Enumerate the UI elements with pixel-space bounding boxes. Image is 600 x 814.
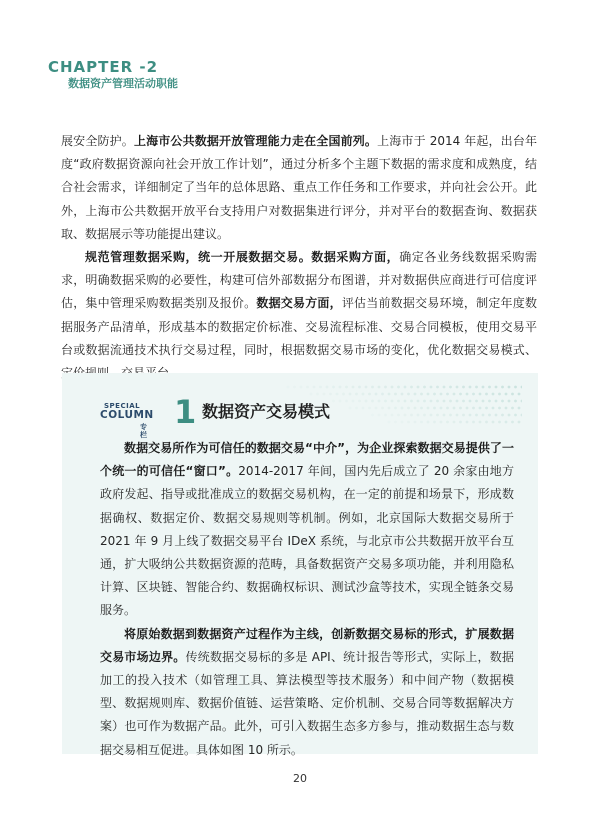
decor-dot: [508, 400, 511, 403]
decor-dot: [466, 421, 469, 424]
decor-dot: [310, 393, 313, 396]
chapter-subtitle: 数据资产管理活动职能: [68, 77, 178, 90]
decor-dot: [456, 414, 459, 417]
decor-dot: [446, 407, 449, 410]
decor-dot: [404, 386, 407, 389]
decor-dot: [401, 421, 404, 424]
col-p1-text: 2014-2017 年间，国内先后成立了 20 余家由地方政府发起、指导或批准成立的数据交易机构，在一定的前提和场景下，形成数据确权、数据定价、数据交易规则等机制。例如，北京国际大数据交易所于 2021 年 9 月上线了数据交易平台 IDeX 系统，与北京市公共数据开放平台互通，扩大吸纳公共数据资源的范畴，具备数据资产交易多项功能，并利用隐私计算、区块链、智能合约、数据确权标识、测试沙盒等技术，实现全链条交易服务。: [100, 464, 514, 618]
decor-dot: [384, 400, 387, 403]
decor-dot: [391, 400, 394, 403]
decor-dot: [332, 386, 335, 389]
decor-dot: [453, 407, 456, 410]
decor-dot: [433, 407, 436, 410]
decor-dot: [404, 414, 407, 417]
decor-dot: [423, 400, 426, 403]
decor-dot: [410, 400, 413, 403]
p1-text-b: 上海市于 2014 年起，出台年度“政府数据资源向社会开放工作计划”，通过分析多个主题下数据的需求度和成熟度，结合社会需求，详细制定了当年的总体思路、重点工作任务和工作要求，并向社会公开。此外，上海市公共数据开放平台支持用户对数据集进行评分，并对平台的数据查询、数据获取、数据展示等功能提出建议。: [61, 134, 537, 241]
decor-dot: [440, 393, 443, 396]
decor-dot: [440, 407, 443, 410]
decor-dot: [440, 421, 443, 424]
decor-dot: [482, 414, 485, 417]
decor-dot: [472, 393, 475, 396]
decor-dot: [388, 407, 391, 410]
decor-dot: [423, 414, 426, 417]
decor-dot: [319, 386, 322, 389]
decor-dot: [469, 400, 472, 403]
decor-dot: [521, 400, 522, 403]
decor-dot: [371, 400, 374, 403]
decor-dot: [518, 421, 521, 424]
p2-text-a: 确定各业务线数据采购需求，明确数据采购的必要性，构建可信外部数据分布图谱，并对数据供应商进行可信度评估，集中管理采购数据类别及报价。: [61, 250, 537, 311]
decor-dot: [443, 414, 446, 417]
decor-dot: [401, 393, 404, 396]
decor-dot: [397, 414, 400, 417]
special-column-box: [62, 373, 538, 757]
col-p2-text: 传统数据交易标的多是 API、统计报告等形式，实际上，数据加工的投入技术（如管理工具、算法模型等技术服务）和中间产物（数据模型、数据规则库、数据价值链、运营策略、定价机制、交易合同等数据解决方案）也可作为数据产品。此外，可引入数据生态多方参与，推动数据生态与数据交易相互促进。具体如图 10 所示。: [100, 649, 514, 757]
decor-dot: [482, 400, 485, 403]
decor-dot: [501, 386, 504, 389]
decor-dot: [472, 421, 475, 424]
decor-dot: [349, 407, 352, 410]
decor-dot: [401, 407, 404, 410]
decor-dot: [453, 393, 456, 396]
decor-dot: [514, 400, 517, 403]
decor-dot: [443, 400, 446, 403]
decor-dot: [397, 386, 400, 389]
decor-dot: [521, 386, 522, 389]
decor-dot: [495, 386, 498, 389]
decor-dot: [388, 393, 391, 396]
body-paragraph-1: [61, 130, 537, 246]
decor-dot: [449, 414, 452, 417]
decor-dot: [420, 421, 423, 424]
decor-dot: [479, 407, 482, 410]
p1-text-a: 展安全防护。: [61, 134, 134, 148]
decor-dot: [388, 421, 391, 424]
decor-dot: [436, 400, 439, 403]
decor-dot: [488, 414, 491, 417]
decor-dot: [384, 414, 387, 417]
decor-dot: [300, 386, 303, 389]
decor-dot: [306, 386, 309, 389]
decor-dot: [459, 407, 462, 410]
decor-dot: [378, 414, 381, 417]
decor-dot: [514, 386, 517, 389]
decor-dot: [345, 386, 348, 389]
decor-dot: [316, 393, 319, 396]
decor-dot: [456, 400, 459, 403]
decor-dot: [472, 407, 475, 410]
decor-dot: [365, 400, 368, 403]
decor-dot: [378, 400, 381, 403]
column-label: COLUMN: [100, 409, 154, 421]
decor-dot: [508, 414, 511, 417]
decor-dot: [394, 407, 397, 410]
decor-dot: [462, 414, 465, 417]
decor-dot: [352, 386, 355, 389]
decor-dot: [384, 386, 387, 389]
decor-dot: [501, 414, 504, 417]
p2-bold-c: 数据交易方面，: [256, 296, 342, 311]
decor-dot: [329, 393, 332, 396]
decor-dot: [505, 421, 508, 424]
decor-dot: [453, 421, 456, 424]
decor-dot: [436, 386, 439, 389]
decor-dot: [404, 400, 407, 403]
decor-dot: [488, 400, 491, 403]
decor-dot: [492, 393, 495, 396]
decor-dot: [449, 400, 452, 403]
decor-dot: [466, 407, 469, 410]
special-column-body: [100, 437, 514, 762]
decor-dot: [482, 386, 485, 389]
p2-text-b: 评估当前数据交易环境，制定年度数据服务产品清单，形成基本的数据定价标准、交易流程标准、交易合同模板，使用交易平台或数据流通技术执行交易过程，同时，根据数据交易市场的变化，优化数据交易模式、: [61, 296, 537, 357]
decor-dot: [293, 386, 296, 389]
decor-dot: [430, 400, 433, 403]
decor-dot: [498, 407, 501, 410]
decor-dot: [420, 393, 423, 396]
decor-dot: [511, 393, 514, 396]
decor-dot: [352, 400, 355, 403]
decor-dot: [355, 407, 358, 410]
decor-dot: [394, 421, 397, 424]
decor-dot: [410, 386, 413, 389]
column-number: 1: [174, 393, 197, 431]
decor-dot: [492, 421, 495, 424]
decor-dot: [417, 386, 420, 389]
decor-dot: [505, 407, 508, 410]
decor-dot: [443, 386, 446, 389]
decor-dot: [375, 407, 378, 410]
decor-dot: [521, 414, 522, 417]
decor-dot: [371, 386, 374, 389]
col-p2-bold: 将原始数据到数据资产过程作为主线，创新数据交易标的形式，扩展数据交易市场边界。: [100, 626, 514, 664]
decor-dot: [518, 393, 521, 396]
decor-dot: [414, 407, 417, 410]
decor-dot: [391, 414, 394, 417]
decor-dot: [323, 393, 326, 396]
column-title: 数据资产交易模式: [202, 402, 331, 421]
decor-dot: [349, 393, 352, 396]
decor-dot: [417, 414, 420, 417]
decor-dot: [368, 407, 371, 410]
decor-dot: [475, 400, 478, 403]
decor-dot: [407, 421, 410, 424]
decor-dot: [459, 421, 462, 424]
decor-dot: [427, 421, 430, 424]
decor-dot: [508, 386, 511, 389]
decor-dot: [336, 393, 339, 396]
page-number: 20: [293, 772, 307, 785]
decor-dot: [326, 386, 329, 389]
decor-dot: [414, 393, 417, 396]
decor-dot: [365, 386, 368, 389]
decor-dot: [423, 386, 426, 389]
decor-dot: [339, 386, 342, 389]
decor-dot: [397, 400, 400, 403]
decor-dot: [394, 393, 397, 396]
p2-bold-a: 规范管理数据采购，统一开展数据交易。: [85, 250, 312, 264]
decor-dot: [342, 393, 345, 396]
decor-dot: [459, 393, 462, 396]
decor-dot: [433, 393, 436, 396]
p2-bold-b: 数据采购方面，: [311, 250, 400, 264]
decor-dot: [407, 393, 410, 396]
decor-dot: [492, 407, 495, 410]
decor-dot: [469, 386, 472, 389]
decor-dot: [462, 386, 465, 389]
decor-dot: [391, 386, 394, 389]
decor-dot: [362, 407, 365, 410]
chapter-label: CHAPTER -2: [48, 58, 159, 76]
decor-dot: [381, 407, 384, 410]
decor-dot: [420, 407, 423, 410]
decor-dot: [362, 393, 365, 396]
decor-dot: [446, 393, 449, 396]
decor-dot: [414, 421, 417, 424]
decor-dot: [433, 421, 436, 424]
decor-dot: [446, 421, 449, 424]
decor-dot: [313, 386, 316, 389]
decor-dot: [495, 414, 498, 417]
decor-dot: [430, 386, 433, 389]
decor-dot: [410, 414, 413, 417]
decor-dot: [518, 407, 521, 410]
decor-dot: [501, 400, 504, 403]
decor-dot: [358, 400, 361, 403]
decor-dot: [332, 400, 335, 403]
decor-dot: [498, 393, 501, 396]
decor-dot: [381, 393, 384, 396]
decor-dot: [485, 407, 488, 410]
decor-dot: [358, 386, 361, 389]
decor-dot: [498, 421, 501, 424]
decor-dot: [479, 393, 482, 396]
decor-dot: [449, 386, 452, 389]
decor-dot: [511, 421, 514, 424]
decor-dot: [427, 393, 430, 396]
p1-bold-a: 上海市公共数据开放管理能力走在全国前列。: [133, 134, 378, 148]
decor-dot: [505, 393, 508, 396]
decor-dot: [469, 414, 472, 417]
decor-dot: [462, 400, 465, 403]
decor-dot: [371, 414, 374, 417]
decor-dot: [368, 393, 371, 396]
decor-dot: [466, 393, 469, 396]
decor-dot: [456, 386, 459, 389]
special-label: SPECIAL: [104, 402, 141, 410]
decor-dot: [436, 414, 439, 417]
decor-dot: [339, 400, 342, 403]
decor-dot: [287, 386, 290, 389]
decor-dot: [417, 400, 420, 403]
decor-dot: [430, 414, 433, 417]
body-paragraph-2: [61, 246, 537, 385]
col-p1-bold: 数据交易所作为可信任的数据交易“中介”，为企业探索数据交易提供了一个统一的可信任“窗口”。: [100, 441, 514, 479]
decor-dot: [378, 386, 381, 389]
decor-dot: [479, 421, 482, 424]
decor-dot: [485, 421, 488, 424]
decor-dot: [488, 386, 491, 389]
decor-dot: [407, 407, 410, 410]
decor-dot: [514, 414, 517, 417]
decor-dot: [485, 393, 488, 396]
decor-dot: [375, 393, 378, 396]
decor-dot: [475, 386, 478, 389]
decor-dot: [345, 400, 348, 403]
decor-dot: [355, 393, 358, 396]
decor-dot: [475, 414, 478, 417]
column-zh-label: 专栏: [140, 423, 147, 439]
decor-dot: [495, 400, 498, 403]
decor-dot: [511, 407, 514, 410]
decor-dot: [427, 407, 430, 410]
